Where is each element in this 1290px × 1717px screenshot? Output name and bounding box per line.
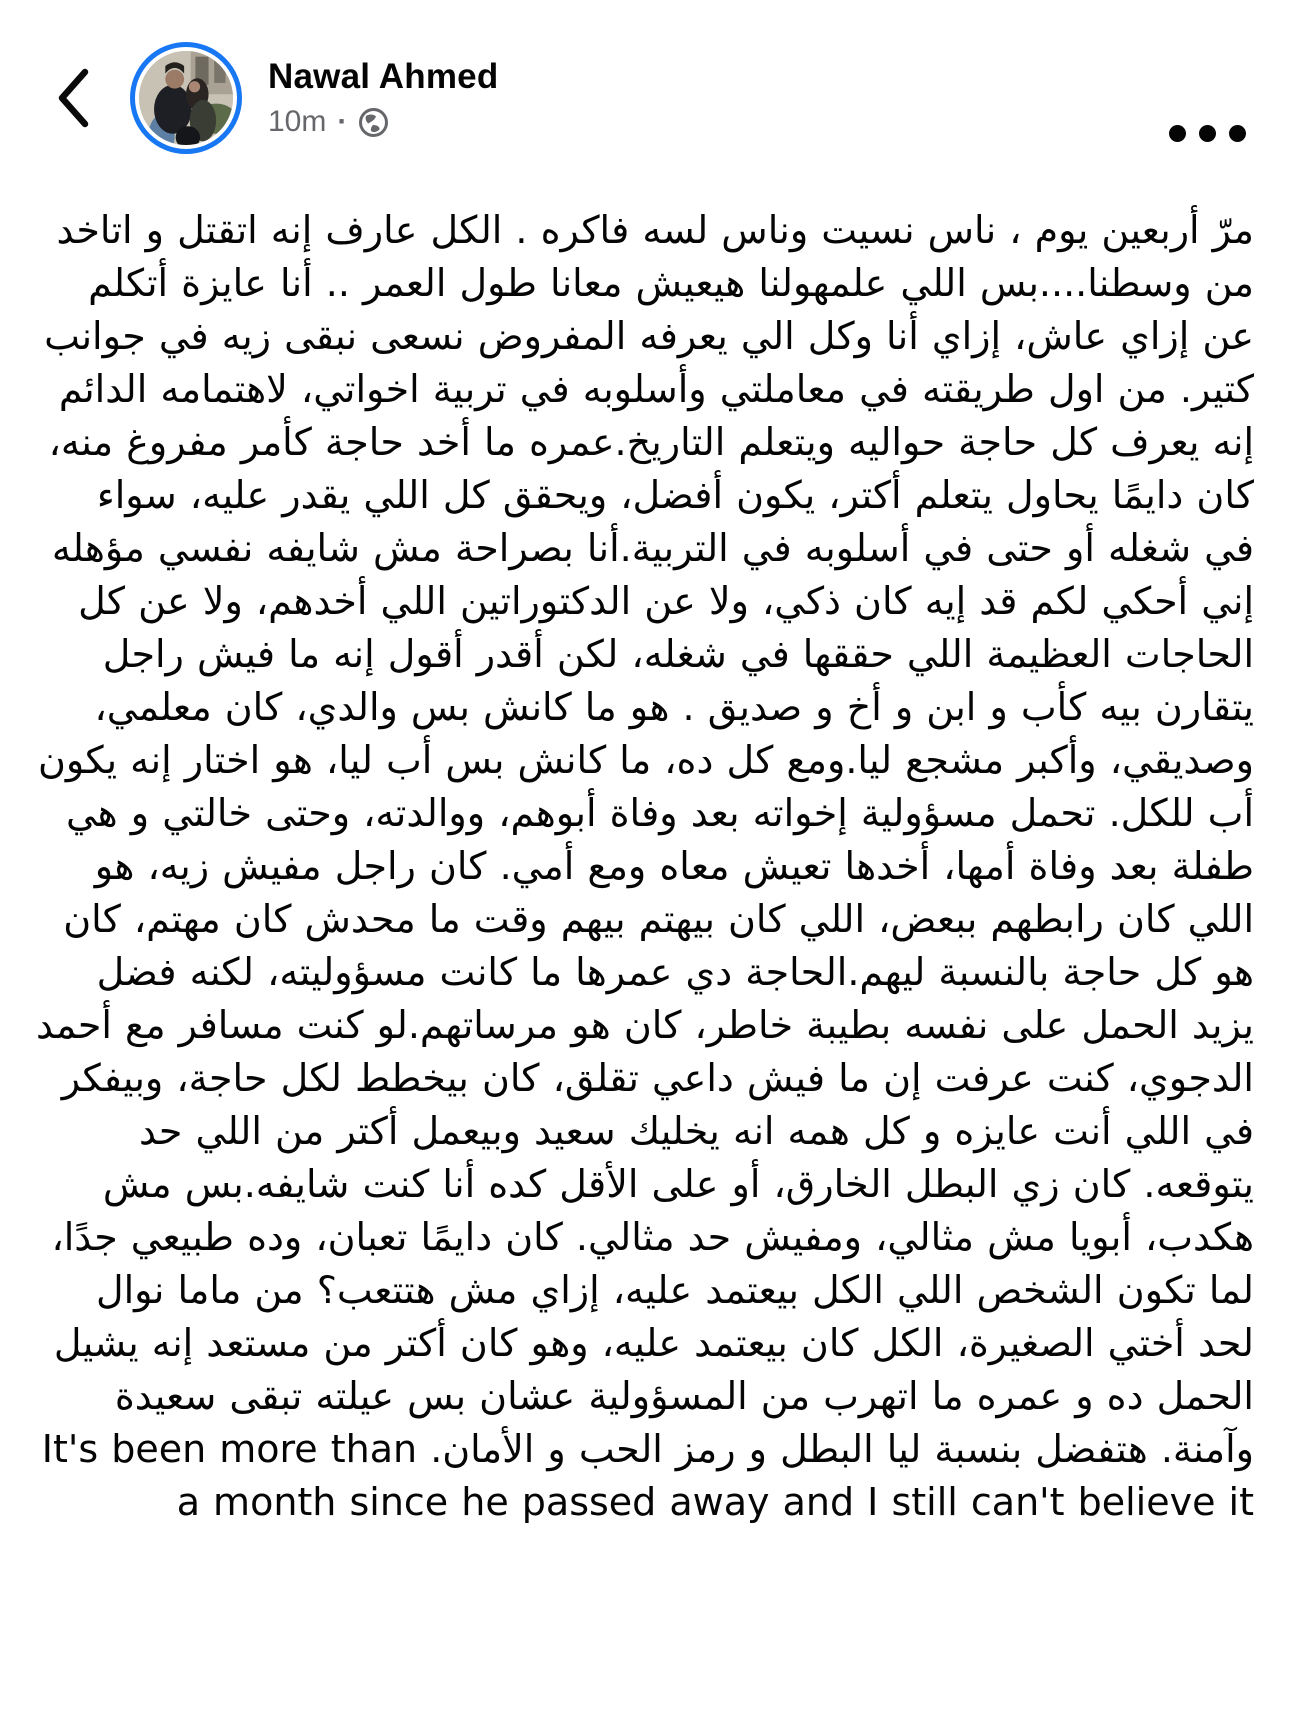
more-options-button[interactable] bbox=[1169, 115, 1246, 152]
post-text: مرّ أربعين يوم ، ناس نسيت وناس لسه فاكره . الكل عارف إنه اتقتل و اتاخد من وسطنا....بس اللي علمهولنا هيعيش معانا طول العمر .. أنا عايزة أتكلم عن إزاي عاش، إزاي أنا وكل الي يعرفه المفروض نسعى نبقى زيه في جوانب كتير. من اول طريقته في معاملتي وأسلوبه في تربية اخواتي، لاهتمامه الدائم إنه يعرف كل حاجة حواليه ويتعلم التاريخ.عمره ما أخد حاجة كأمر مفروغ منه، كان دايمًا يحاول يتعلم أكتر، يكون أفضل، ويحقق كل اللي يقدر عليه، سواء في شغله أو حتى في أسلوبه في التربية.أنا بصراحة مش شايفه نفسي مؤهله إني أحكي لكم قد إيه كان ذكي، ولا عن الدكتوراتين اللي أخدهم، ولا عن كل الحاجات العظيمة اللي حققها في شغله، لكن أقدر أقول إنه ما فيش راجل يتقارن بيه كأب و ابن و أخ و صديق . هو ما كانش بس والدي، كان معلمي، وصديقي، وأكبر مشجع ليا.ومع كل ده، ما كانش بس أب ليا، هو اختار إنه يكون أب للكل. تحمل مسؤولية إخواته بعد وفاة أبوهم، ووالدته، وحتى خالتي و هي طفلة بعد وفاة أمها، أخدها تعيش معاه ومع أمي. كان راجل مفيش زيه، هو اللي كان رابطهم ببعض، اللي كان بيهتم بيهم وقت ما محدش كان مهتم، كان هو كل حاجة بالنسبة ليهم.الحاجة دي عمرها ما كانت مسؤوليته، لكنه فضل يزيد الحمل على نفسه بطيبة خاطر، كان هو مرساتهم.لو كنت مسافر مع أحمد الدجوي، كنت عرفت إن ما فيش داعي تقلق، كان بيخطط لكل حاجة، وبيفكر في اللي أنت عايزه و كل همه انه يخليك سعيد وبيعمل أكتر من اللي حد يتوقعه. كان زي البطل الخارق، أو على الأقل كده أنا كنت شايفه.بس مش هكدب، أبويا مش مثالي، ومفيش حد مثالي. كان دايمًا تعبان، وده طبيعي جدًا، لما تكون الشخص اللي الكل بيعتمد عليه، إزاي مش هتتعب؟ من ماما نوال لحد أختي الصغيرة، الكل كان بيعتمد عليه، وهو كان أكتر من مستعد إنه يشيل الحمل ده و عمره ما اتهرب من المسؤولية عشان بس عيلته تبقى سعيدة وآمنة. هتفضل بنسبة ليا البطل و رمز الحب و الأمان. It's been more than a month since he passed away and I still can't believe it bbox=[35, 208, 1254, 1524]
meta-separator: · bbox=[337, 105, 348, 138]
profile-name[interactable]: Nawal Ahmed bbox=[268, 57, 499, 96]
avatar[interactable] bbox=[130, 42, 242, 154]
timestamp: 10m bbox=[268, 105, 327, 138]
globe-icon bbox=[358, 107, 389, 138]
post-meta bbox=[268, 105, 498, 139]
identity-block bbox=[268, 57, 498, 139]
chevron-left-icon bbox=[55, 67, 91, 129]
back-button[interactable] bbox=[52, 65, 94, 131]
profile-photo bbox=[139, 51, 233, 145]
three-dots-icon bbox=[1169, 125, 1246, 142]
post-header bbox=[0, 0, 1290, 154]
